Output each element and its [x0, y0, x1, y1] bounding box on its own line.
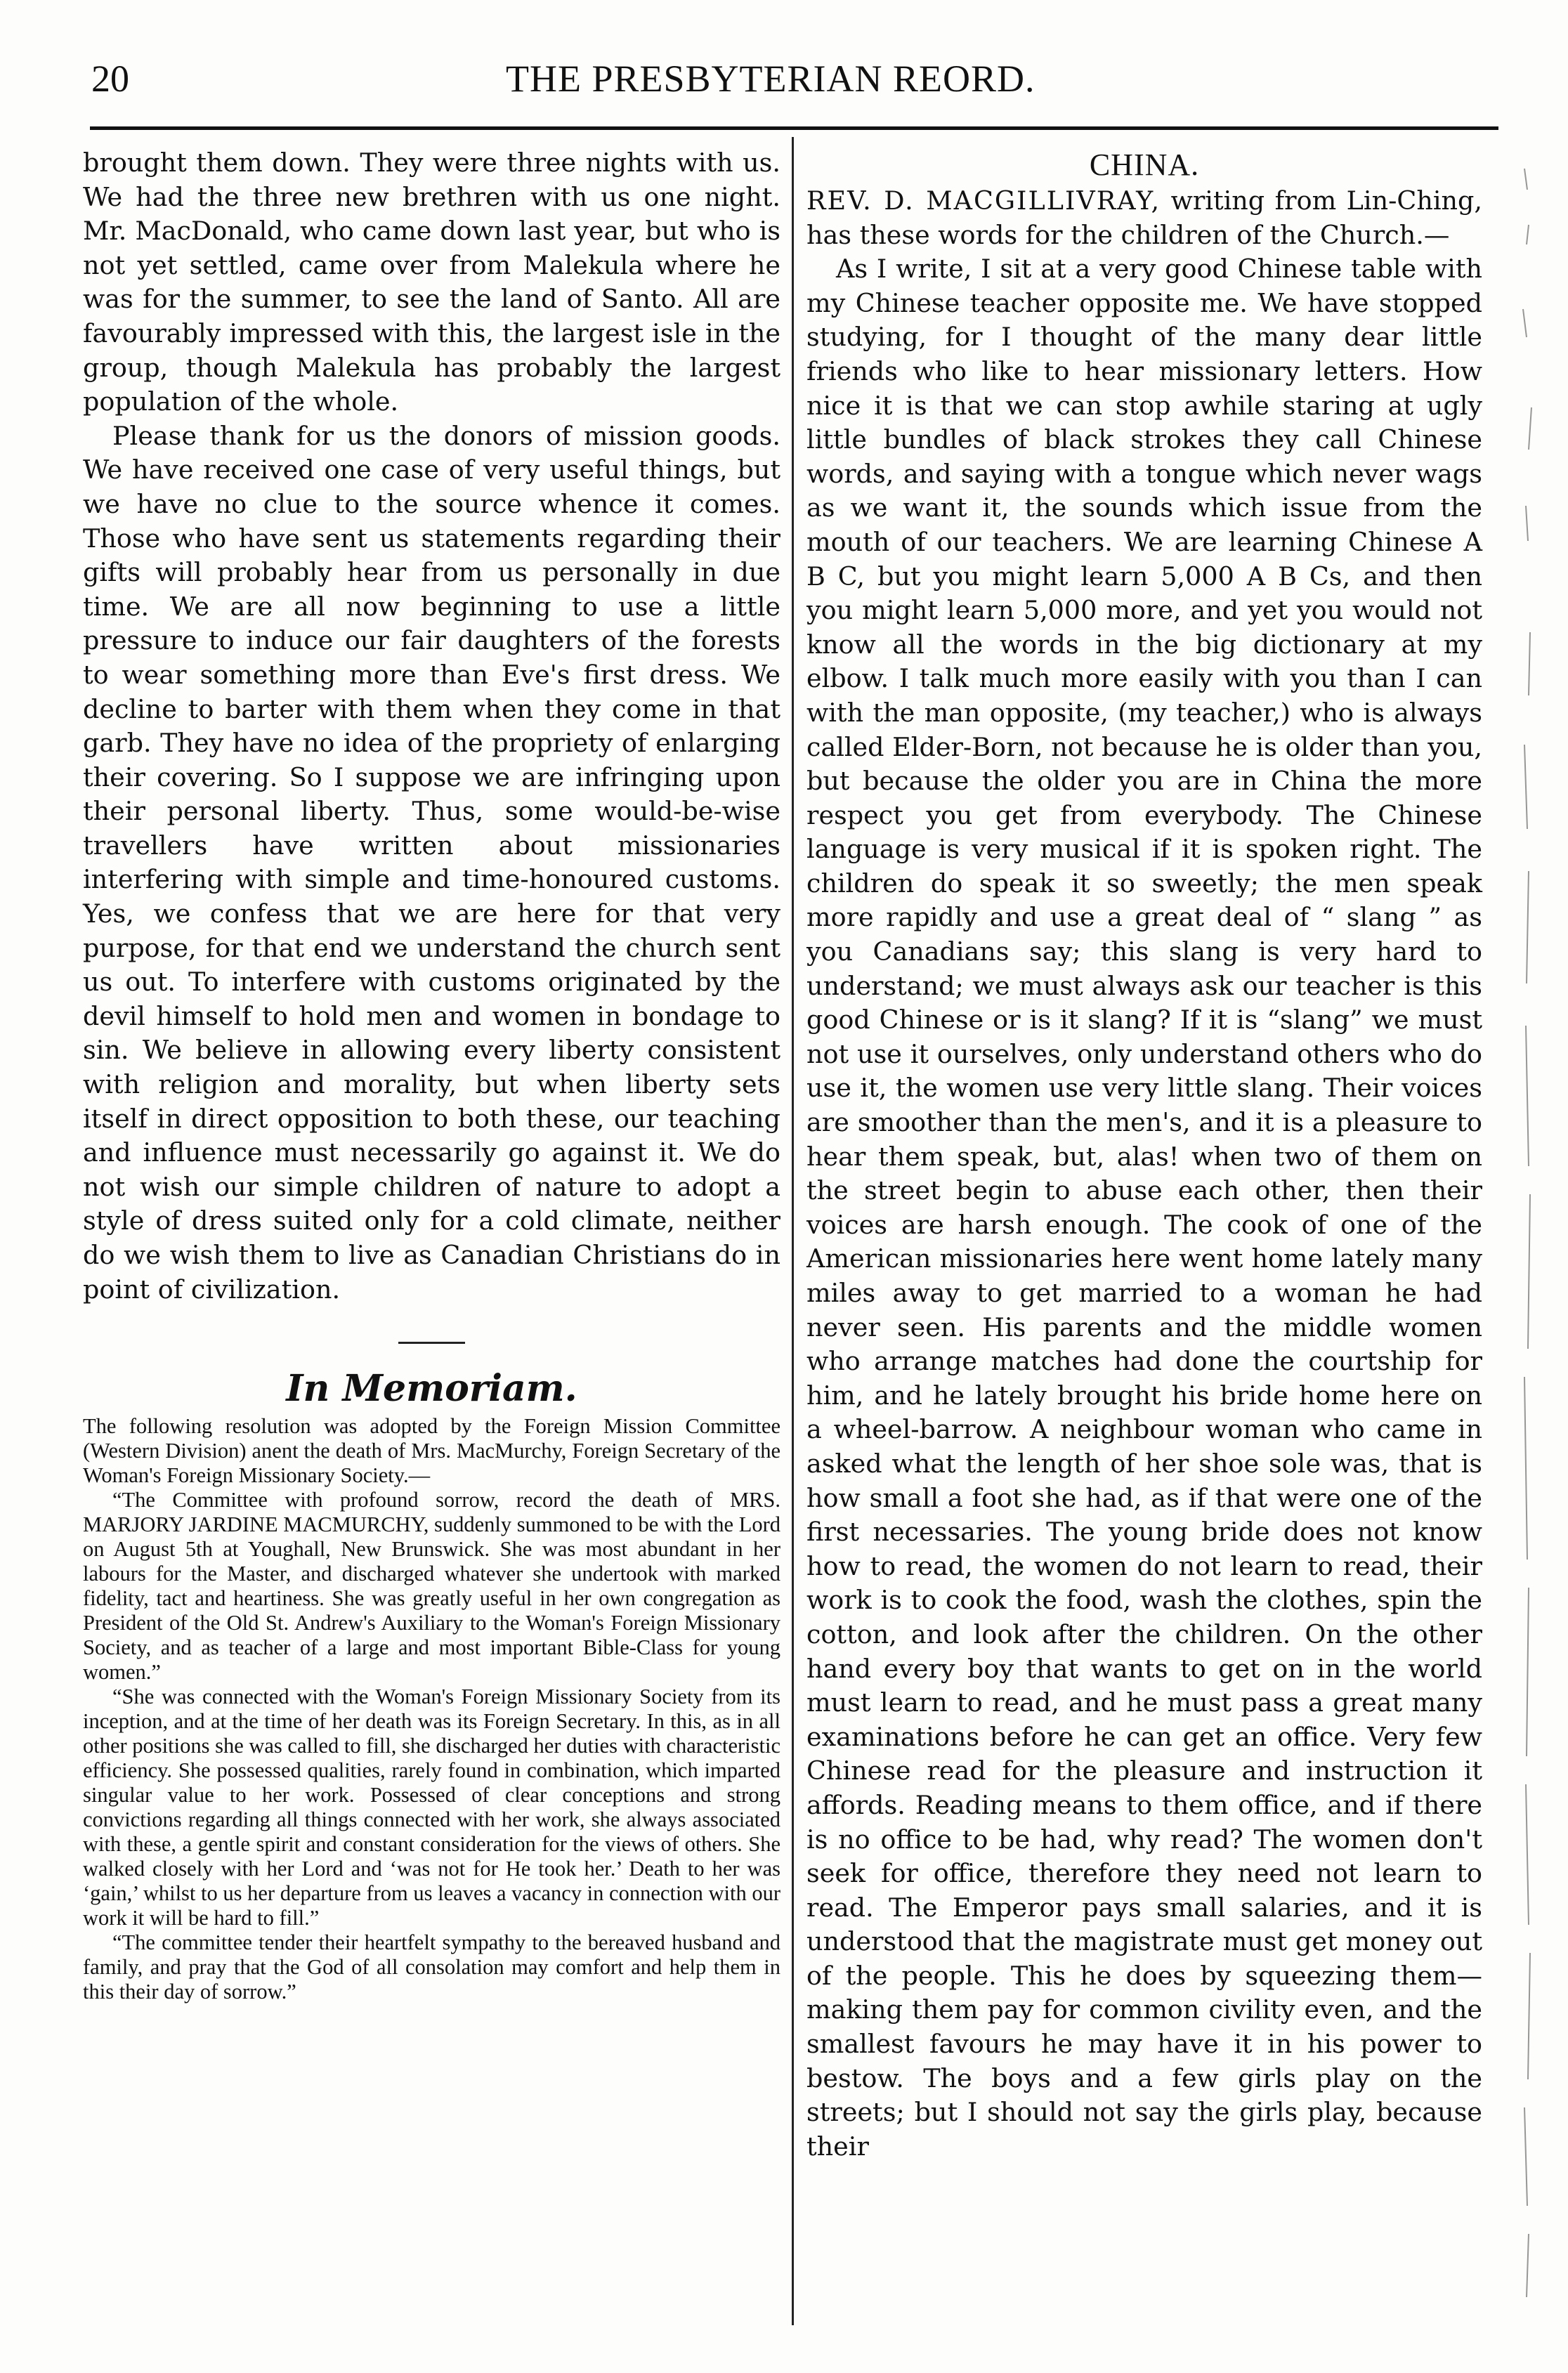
memoriam-paragraph-3: “The committee tender their heartfelt sympathy to the bereaved husband and family, and pray that the God of all consolation may comfort and help them in this their day of sorrow.”: [83, 1930, 780, 2004]
memoriam-section: [83, 1414, 780, 2004]
column-divider: [792, 137, 794, 2325]
section-title-china: CHINA.: [1089, 148, 1200, 182]
running-header: [91, 51, 1496, 107]
china-letter-body: As I write, I sit at a very good Chinese table with my Chinese teacher opposite me. We have stopped studying, for I thought of the many dear little friends who like to hear missionary letters. How nice it is that we can stop awhile staring at ugly little bundles of black strokes they call Chinese words, and saying with a tongue which never wags as we want it, the sounds which issue from the mouth of our teachers. We are learning Chinese A B C, but you might learn 5,000 A B Cs, and then you might learn 5,000 more, and yet you would not know all the words in the big dictionary at my elbow. I talk much more easily with you than I can with the man opposite, (my teacher,) who is always called Elder-Born, not because he is older than you, but because the older you are in China the more respect you get from everybody. The Chinese language is very musical if it is spoken right. The children do speak it so sweetly; the men speak more rapidly and use a great deal of “ slang ” as you Canadians say; this slang is very hard to understand; we must always ask our teacher is this good Chinese or is it slang? If it is “slang” we must not use it ourselves, only understand others who do use it, the women use very little slang. Their voices are smoother than the men's, and it is a pleasure to hear them speak, but, alas! when two of them on the street begin to abuse each other, then their voices are harsh enough. The cook of one of the American missionaries here went home lately many miles away to get married to a woman he had never seen. His parents and the middle women who arrange matches had done the courtship for him, and he lately brought his bride home here on a wheel-barrow. A neighbour woman who came in asked what the length of her shoe sole was, that is how small a foot she had, as if that were one of the first necessaries. The young bride does not know how to read, the women do not learn to read, their work is to cook the food, wash the clothes, spin the cotton, and look after the children. On the other hand every boy that wants to get on in the world must learn to read, and he must pass a great many examinations before he can get an office. Very few Chinese read for the pleasure and instruction it affords. Reading means to them office, and if there is no office to be had, why read? The women don't seek for office, therefore they need not learn to read. The Emperor pays small salaries, and it is understood that the magistrate must get money out of the people. This he does by squeezing them—making them pay for common civility even, and the smallest favours he may have it in his power to bestow. The boys and a few girls play on the streets; but I should not say the girls play, because their: [806, 254, 1482, 2162]
author-line: [806, 184, 1482, 252]
left-column: [83, 146, 780, 2004]
memoriam-paragraph-2: “She was connected with the Woman's Foreign Missionary Society from its inception, and at the time of her death was its Foreign Secretary. In this, as in all other positions she was called to fill, she discharged her duties with characteristic efficiency. She possessed qualities, rarely found in combination, which imparted singular value to her work. Possessed of clear conceptions and strong convictions regarding all things connected with her work, she always associated with these, a gentle spirit and constant consideration for the views of others. She walked closely with her Lord and ‘was not for He took her.’ Death to her was ‘gain,’ whilst to us her departure from us leaves a vacancy in connection with our work it will be hard to fill.”: [83, 1685, 780, 1930]
left-paragraph-2: Please thank for us the donors of mission goods. We have received one case of very useful things, but we have no clue to the source whence it comes. Those who have sent us statements regarding their gifts will probably hear from us personally in due time. We are all now beginning to use a little pressure to induce our fair daughters of the forests to wear something more than Eve's first dress. We decline to barter with them when they come in that garb. They have no idea of the propriety of enlarging their covering. So I suppose we are infringing upon their personal liberty. Thus, some would-be-wise travellers have written about missionaries interfering with simple and time-honoured customs. Yes, we confess that we are here for that very purpose, for that end we understand the church sent us out. To interfere with customs originated by the devil himself to hold men and women in bondage to sin. We believe in allowing every liberty consistent with religion and morality, but when liberty sets itself in direct opposition to both these, our teaching and influence must necessarily go against it. We do not wish our simple children of nature to adopt a style of dress suited only for a cold climate, neither do we wish them to live as Canadian Christians do in point of civilization.: [83, 420, 780, 1305]
left-paragraph-1: brought them down. They were three nights with us. We had the three new brethren with us one night. Mr. MacDonald, who came down last year, but who is not yet settled, came over from Malekula where he was for the summer, to see the land of Santo. All are favourably impressed with this, the largest isle in the group, though Malekula has probably the largest population of the whole.: [83, 148, 780, 417]
running-title: THE PRESBYTERIAN REORD.: [506, 58, 1035, 100]
author-name: REV. D. MACGILLIVRAY,: [806, 185, 1161, 216]
section-rule: [398, 1342, 465, 1344]
author-intro: writing from Lin-Ching, has these words for the children of the Church.—: [806, 185, 1483, 250]
right-column: [806, 146, 1482, 2164]
header-rule: [90, 126, 1498, 130]
page-edge-ink-marks: [1510, 140, 1553, 2318]
page-number: 20: [91, 58, 129, 100]
memoriam-paragraph-1: “The Committee with profound sorrow, record the death of MRS. MARJORY JARDINE MACMURCHY, suddenly summoned to be with the Lord on August 5th at Youghall, New Brunswick. She was most abundant in her labours for the Master, and discharged whatever she undertook with marked fidelity, tact and heartiness. She was greatly useful in her own congregation as President of the Old St. Andrew's Auxiliary to the Woman's Foreign Missionary Society, and as teacher of a large and most important Bible-Class for young women.”: [83, 1488, 780, 1685]
memoriam-title: In Memoriam.: [286, 1367, 577, 1411]
memoriam-intro: The following resolution was adopted by the Foreign Mission Committee (Western Division) anent the death of Mrs. MacMurchy, Foreign Secretary of the Woman's Foreign Missionary Society.—: [83, 1414, 780, 1488]
